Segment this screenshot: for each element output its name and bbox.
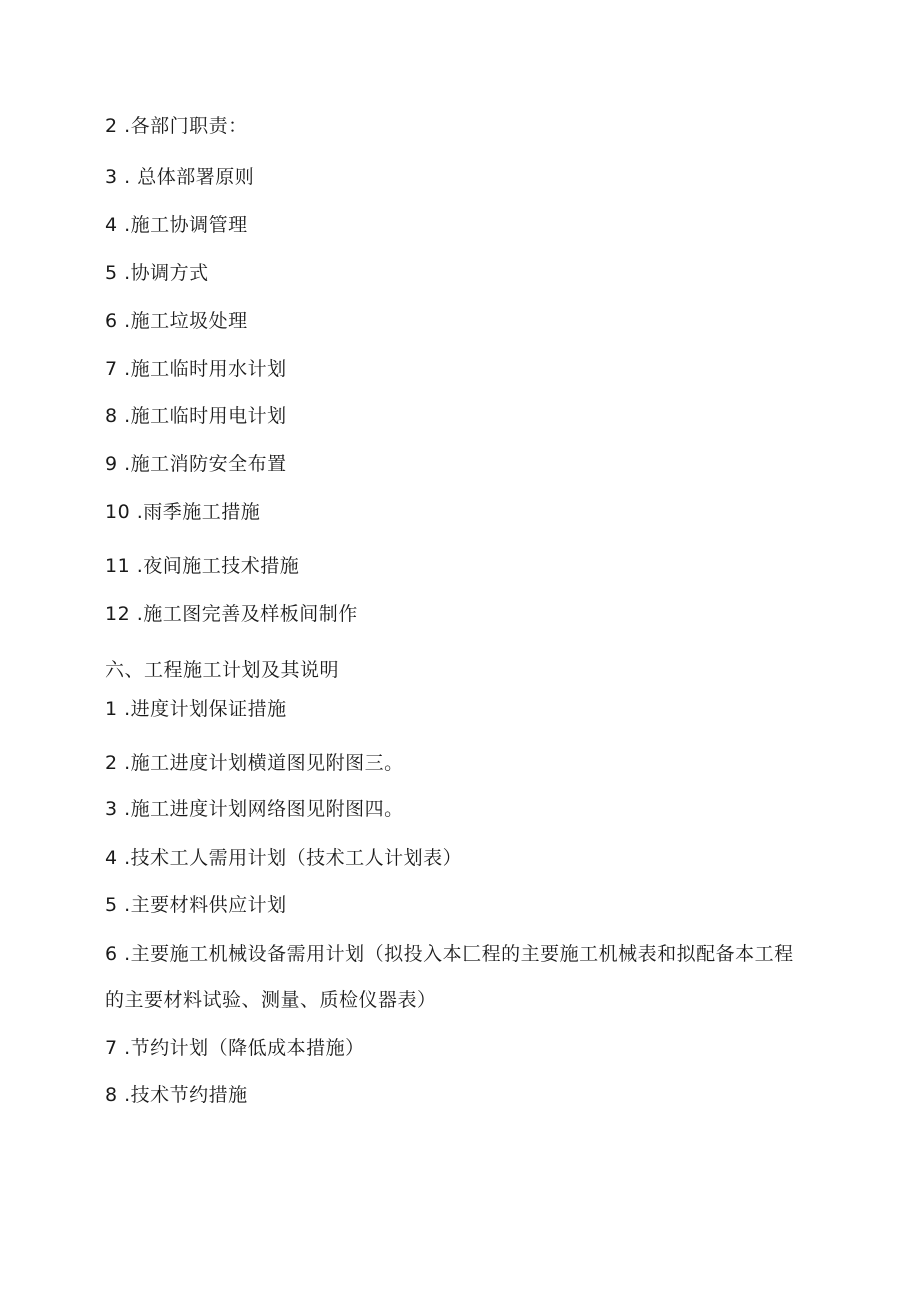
item-number: 1 [105,698,118,720]
item-number: 11 [105,555,131,577]
list-item [105,1083,248,1107]
item-number: 10 [105,501,131,523]
item-text: .雨季施工措施 [130,501,261,523]
item-number: 7 [105,358,118,380]
item-number: 7 [105,1037,118,1059]
list-item [105,751,404,775]
list-item [105,500,260,524]
item-text: .进度计划保证措施 [117,698,287,720]
list-item [105,404,287,428]
item-number: 4 [105,847,118,869]
item-text: .施工垃圾处理 [117,310,248,332]
list-item [105,697,287,721]
list-item [105,554,299,578]
item-text: .节约计划（降低成本措施） [117,1037,365,1059]
item-number: 3 [105,798,118,820]
list-item [105,357,287,381]
item-number: 2 [105,115,118,137]
item-text: .施工进度计划横道图见附图三。 [117,752,404,774]
item-text: .各部门职责： [117,115,248,137]
item-text: .施工协调管理 [117,214,248,236]
item-number: 6 [105,310,118,332]
list-item [105,797,404,821]
list-item [105,213,248,237]
item-number: 5 [105,894,118,916]
list-item [105,165,254,189]
item-text: .技术工人需用计划（技术工人计划表） [117,847,463,869]
list-item [105,846,462,870]
item-number: 2 [105,752,118,774]
section-heading: 六、工程施工计划及其说明 [105,659,340,681]
list-item [105,1036,365,1060]
item-number: 12 [105,603,131,625]
item-text: .施工消防安全布置 [117,453,287,475]
list-item [105,893,287,917]
item-text: .主要材料供应计划 [117,894,287,916]
list-item [105,452,287,476]
list-item [105,931,805,1023]
item-text: .施工进度计划网络图见附图四。 [117,798,404,820]
list-item [105,602,358,626]
item-text: . 总体部署原则 [117,166,255,188]
item-text: .施工图完善及样板间制作 [130,603,358,625]
item-text: .协调方式 [117,262,209,284]
item-number: 3 [105,166,118,188]
list-item [105,309,248,333]
item-number: 9 [105,453,118,475]
item-text: .技术节约措施 [117,1084,248,1106]
item-number: 5 [105,262,118,284]
list-item [105,114,248,138]
item-text: .施工临时用水计划 [117,358,287,380]
item-text: .施工临时用电计划 [117,405,287,427]
item-text: .夜间施工技术措施 [130,555,300,577]
item-text: .主要施工机械设备需用计划（拟投入本匚程的主要施工机械表和拟配备本工程的主要材料试验、测量、质检仪器表） [105,943,794,1011]
item-number: 8 [105,405,118,427]
item-number: 6 [105,943,118,965]
list-item [105,261,209,285]
item-number: 8 [105,1084,118,1106]
item-number: 4 [105,214,118,236]
